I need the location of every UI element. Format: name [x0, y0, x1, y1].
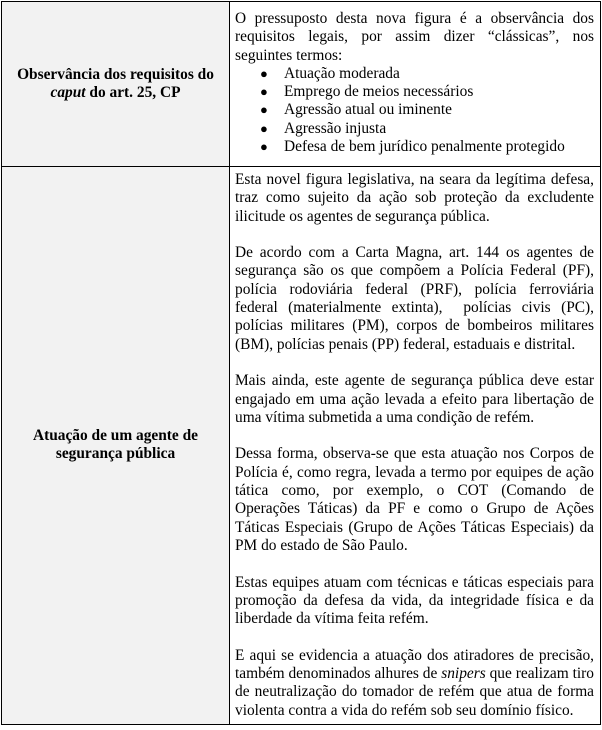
- header-text: do art. 25, CP: [85, 84, 181, 101]
- list-item: ● Atuação moderada: [260, 64, 400, 82]
- list-item: ● Agressão atual ou iminente: [260, 101, 452, 119]
- body-paragraph: Dessa forma, observa-se que esta atuação nos Corpos de Polícia é, como regra, levada a termo por equipes de ação tática como, por exemplo, o COT (Comando de Operações Táticas) da PF e como o Grupo de Ações Táticas Especiais (Grupo de Ações Táticas Especiais) da PM do estado de São Paulo.: [235, 445, 594, 554]
- row-header-agent: Atuação de um agente de segurança pública: [2, 167, 230, 725]
- bullet-icon: ●: [260, 139, 268, 155]
- body-paragraph: De acordo com a Carta Magna, art. 144 os agentes de segurança são os que compõem a Polícia Federal (PF), polícia rodoviária federal (PRF), polícia ferroviária federal (materialmente extinta), polícias civis (PC), polícias militares (PM), corpos de bombeiros militares (BM), polícias penais (PP) federal, estaduais e distrital.: [235, 244, 594, 353]
- list-item: ● Defesa de bem jurídico penalmente protegido: [260, 138, 565, 156]
- header-italic-term: caput: [50, 84, 86, 101]
- italic-term: snipers: [441, 665, 486, 683]
- list-item: ● Agressão injusta: [260, 119, 387, 137]
- row-body-requirements: [230, 2, 601, 167]
- bullet-icon: ●: [260, 84, 268, 100]
- row-header-requirements: [2, 2, 230, 167]
- body-paragraph: Esta novel figura legislativa, na seara da legítima defesa, traz como sujeito da ação sob proteção da excludente ilicitude os agentes de segurança pública.: [235, 171, 594, 225]
- row-body-agent: [230, 167, 601, 725]
- table-row: [2, 167, 601, 725]
- intro-paragraph: O pressuposto desta nova figura é a observância dos requisitos legais, por assim dizer “clássicas”, nos seguintes termos:: [235, 10, 594, 64]
- list-item: ● Emprego de meios necessários: [260, 83, 474, 101]
- bullet-icon: ●: [260, 120, 268, 136]
- header-text: Observância dos requisitos do: [17, 65, 214, 83]
- body-paragraph-last: E aqui se evidencia a atuação dos atiradores de precisão, também denominados alhures de snipers que realizam tiro de neutralização do tomador de refém que atua de forma violenta contra a vida do refém sob seu domínio físico.: [235, 646, 594, 719]
- table-row: [2, 2, 601, 167]
- requirements-list: [235, 65, 594, 156]
- bullet-icon: ●: [260, 65, 268, 81]
- content-table: [1, 1, 601, 725]
- bullet-icon: ●: [260, 102, 268, 118]
- body-paragraph: Estas equipes atuam com técnicas e táticas especiais para promoção da defesa da vida, da integridade física e da liberdade da vítima feita refém.: [235, 573, 594, 628]
- body-paragraph: Mais ainda, este agente de segurança pública deve estar engajado em uma ação levada a efeito para libertação de uma vítima submetida a uma condição de refém.: [235, 372, 594, 426]
